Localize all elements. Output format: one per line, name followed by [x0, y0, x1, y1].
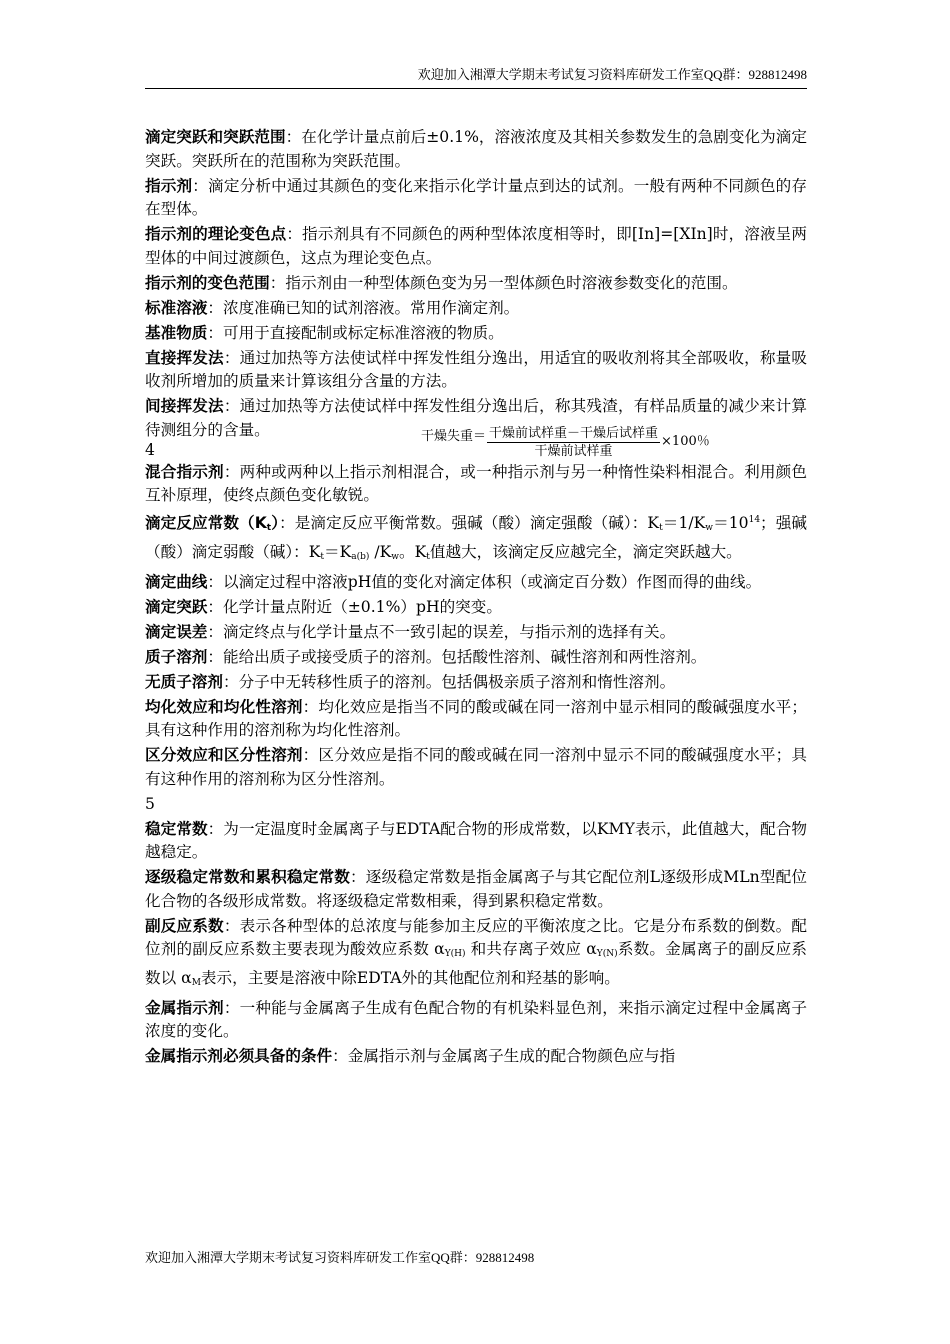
document-body	[145, 126, 807, 1070]
page-footer: 欢迎加入湘潭大学期末考试复习资料库研发工作室QQ群：928812498	[145, 1250, 535, 1265]
entry-side-reaction-coefficient	[145, 915, 807, 996]
definition-h: 值越大，该滴定反应越完全，滴定突跃越大。	[429, 542, 742, 561]
term-close: ）	[271, 514, 280, 532]
entry-titration-error	[145, 621, 807, 645]
term: 无质子溶剂	[145, 672, 223, 691]
subscript: a(b)	[351, 551, 370, 562]
term: 基准物质	[145, 323, 208, 342]
definition: ：两种或两种以上指示剂相混合，或一种指示剂与另一种惰性染料相混合。利用颜色互补原理，使终点颜色变化敏锐。	[145, 462, 807, 504]
entry-primary-standard	[145, 322, 807, 346]
term: 均化效应和均化性溶剂	[145, 697, 303, 716]
subscript: t	[320, 551, 325, 562]
definition: ：逐级稳定常数是指金属离子与其它配位剂L逐级形成MLn型配位化合物的各级形成常数。将逐级稳定常数相乘，得到累积稳定常数。	[145, 868, 807, 910]
section-number: 4	[145, 440, 155, 459]
definition-g: 。K	[399, 542, 427, 561]
definition: ：能给出质子或接受质子的溶剂。包括酸性溶剂、碱性溶剂和两性溶剂。	[207, 647, 707, 666]
entry-leveling-effect	[145, 696, 807, 743]
term: 间接挥发法	[145, 397, 224, 415]
entry-indicator-transition-range	[145, 272, 807, 296]
subscript: Y(N)	[596, 949, 618, 959]
superscript: 14	[748, 515, 761, 525]
subscript: M	[191, 977, 201, 988]
page-header: 欢迎加入湘潭大学期末考试复习资料库研发工作室QQ群：928812498	[417, 67, 807, 82]
entry-stepwise-stability-constant	[145, 866, 807, 913]
definition: ：以滴定过程中溶液pH值的变化对滴定体积（或滴定百分数）作图而得的曲线。	[207, 572, 762, 591]
entry-aprotic-solvent	[145, 671, 807, 695]
formula-lhs: 干燥失重＝	[421, 428, 487, 444]
term: 滴定误差	[145, 622, 208, 641]
subscript: t	[659, 523, 663, 533]
subscript: w	[391, 551, 400, 562]
drying-loss-formula	[421, 425, 710, 460]
definition: ：滴定分析中通过其颜色的变化来指示化学计量点到达的试剂。一般有两种不同颜色的存在型体。	[145, 176, 807, 218]
term: 指示剂的变色范围	[145, 273, 270, 292]
term: 指示剂的理论变色点	[145, 225, 287, 243]
definition: ：均化效应是指当不同的酸或碱在同一溶剂中显示相同的酸碱强度水平；具有这种作用的溶剂称为均化性溶剂。	[145, 697, 807, 739]
definition: ：通过加热等方法使试样中挥发性组分逸出后，称其残渣，有样品质量的减少来计算待测组分的含量。	[145, 397, 807, 439]
definition-a: ：表示各种型体的总浓度与能参加主反应的平衡浓度之比。它是分布系数的倒数。配位剂的副反应系数主要表现为酸效应系数 α	[145, 916, 807, 958]
definition-a: ：是滴定反应平衡常数。强碱（酸）滴定强酸（碱）：K	[279, 514, 660, 532]
definition-d: ；强碱（酸）滴定弱酸（碱）：K	[145, 514, 807, 561]
definition-c: ＝10	[712, 514, 749, 532]
term: 逐级稳定常数和累积稳定常数	[145, 868, 351, 886]
formula-rhs: ×100％	[661, 434, 710, 450]
definition-f: /K	[369, 542, 392, 561]
definition-d: 表示，主要是溶液中除EDTA外的其他配位剂和羟基的影响。	[200, 968, 620, 987]
entry-stability-constant	[145, 818, 807, 865]
section-number: 5	[145, 794, 155, 813]
term	[145, 514, 279, 532]
entry-direct-volatilization	[145, 347, 807, 394]
definition: ：为一定温度时金属离子与EDTA配合物的形成常数，以KMY表示，此值越大，配合物越稳定。	[145, 819, 807, 861]
formula-numerator: 干燥前试样重－干燥后试样重	[489, 425, 659, 441]
entry-protic-solvent	[145, 646, 807, 670]
term: 质子溶剂	[145, 647, 208, 666]
term: 标准溶液	[145, 298, 208, 317]
definition: ：通过加热等方法使试样中挥发性组分逸出，用适宜的吸收剂将其全部吸收，称量吸收剂所增加的质量来计算该组分含量的方法。	[145, 348, 807, 390]
subscript: t	[426, 551, 430, 562]
term-text: 滴定反应常数（K	[145, 514, 267, 532]
term: 指示剂	[145, 176, 193, 195]
definition: ：滴定终点与化学计量点不一致引起的误差，与指示剂的选择有关。	[207, 622, 676, 641]
term: 混合指示剂	[145, 462, 224, 481]
term: 金属指示剂	[145, 998, 224, 1017]
subscript: w	[705, 523, 713, 533]
definition: ：在化学计量点前后±0.1%，溶液浓度及其相关参数发生的急剧变化为滴定突跃。突跃所在的范围称为突跃范围。	[145, 128, 807, 170]
entry-indicator	[145, 175, 807, 222]
term: 区分效应和区分性溶剂	[145, 746, 303, 764]
entry-titration-jump-2	[145, 596, 807, 620]
entry-standard-solution	[145, 297, 807, 321]
formula-denominator: 干燥前试样重	[534, 443, 613, 459]
subscript: Y(H)	[444, 949, 466, 959]
term: 副反应系数	[145, 916, 224, 935]
entry-metal-indicator-conditions	[145, 1045, 807, 1069]
definition-b: 和共存离子效应 α	[465, 940, 597, 958]
term: 稳定常数	[145, 819, 208, 838]
definition: ：金属指示剂与金属离子生成的配合物颜色应与指	[332, 1047, 676, 1065]
entry-mixed-indicator	[145, 461, 807, 508]
term: 金属指示剂必须具备的条件	[145, 1047, 333, 1065]
term-subscript: t	[266, 523, 272, 533]
entry-titration-constant	[145, 509, 807, 569]
definition: ：浓度准确已知的试剂溶液。常用作滴定剂。	[207, 298, 520, 317]
definition-b: ＝1/K	[662, 514, 706, 532]
definition: ：化学计量点附近（±0.1%）pH的突变。	[207, 597, 502, 616]
header-rule	[145, 88, 807, 89]
definition: ：指示剂由一种型体颜色变为另一型体颜色时溶液参数变化的范围。	[269, 273, 738, 292]
entry-titration-curve	[145, 571, 807, 595]
definition-e: ＝K	[324, 542, 352, 561]
term: 滴定曲线	[145, 572, 208, 591]
entry-indicator-transition-point	[145, 223, 807, 270]
definition-c: 系数。金属离子的副反应系数以 α	[145, 940, 807, 987]
entry-titration-jump	[145, 126, 807, 173]
definition: ：指示剂具有不同颜色的两种型体浓度相等时，即[In]=[XIn]时，溶液呈两型体的中间过渡颜色，这点为理论变色点。	[145, 225, 807, 267]
definition: ：可用于直接配制或标定标准溶液的物质。	[207, 323, 504, 342]
formula-line	[145, 425, 807, 459]
definition: ：区分效应是指不同的酸或碱在同一溶剂中显示不同的酸碱强度水平；具有这种作用的溶剂称为区分性溶剂。	[145, 746, 807, 788]
term: 滴定突跃和突跃范围	[145, 128, 286, 146]
entry-metal-indicator	[145, 997, 807, 1044]
term: 直接挥发法	[145, 348, 224, 367]
entry-differentiating-effect	[145, 744, 807, 791]
definition: ：分子中无转移性质子的溶剂。包括偶极亲质子溶剂和惰性溶剂。	[222, 672, 676, 691]
term: 滴定突跃	[145, 597, 208, 616]
definition: ：一种能与金属离子生成有色配合物的有机染料显色剂，来指示滴定过程中金属离子浓度的变化。	[145, 998, 807, 1040]
formula-fraction	[487, 425, 660, 460]
